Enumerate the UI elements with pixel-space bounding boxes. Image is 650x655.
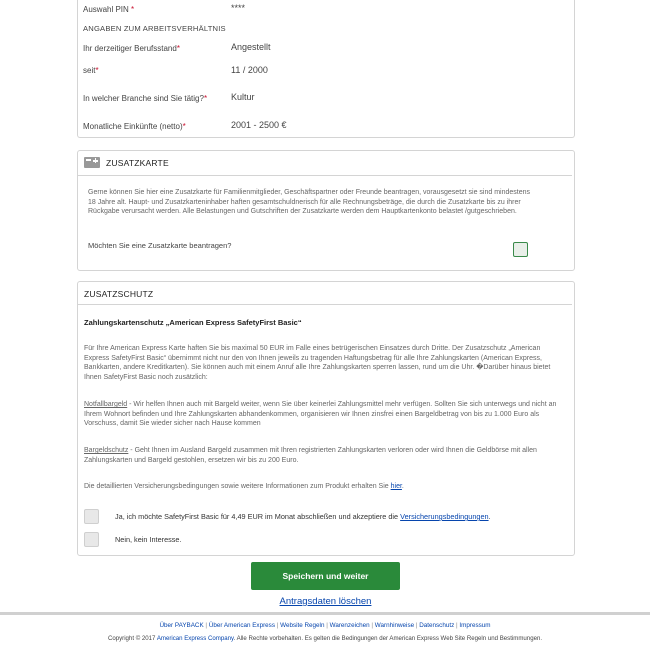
since-value[interactable]: 11 / 2000 <box>231 65 268 75</box>
employment-panel <box>77 0 575 138</box>
footer-amex-link[interactable]: American Express Company <box>156 635 234 642</box>
safetyfirst-yes-label: Ja, ich möchte SafetyFirst Basic für 4,49 EUR im Monat abschließen und akzeptiere die Versicherungsbedingungen. <box>115 512 491 521</box>
safetyfirst-no-label: Nein, kein Interesse. <box>115 535 182 544</box>
zusatzkarte-title: ZUSATZKARTE <box>106 158 169 168</box>
footer-link-trademarks[interactable]: Warenzeichen <box>329 622 370 629</box>
income-value[interactable]: 2001 - 2500 € <box>231 120 287 130</box>
footer-divider <box>0 612 650 615</box>
notfallbargeld-term: Notfallbargeld <box>84 401 128 408</box>
pin-label: Auswahl PIN * <box>83 5 135 14</box>
zusatzkarte-question: Möchten Sie eine Zusatzkarte beantragen? <box>88 241 232 250</box>
bargeldschutz-term: Bargeldschutz <box>84 447 129 454</box>
footer-link-payback[interactable]: Über PAYBACK <box>159 622 204 629</box>
safetyfirst-yes-checkbox[interactable] <box>84 509 99 524</box>
footer-link-rules[interactable]: Website Regeln <box>280 622 325 629</box>
footer-links: Über PAYBACK | Über American Express | Website Regeln | Warenzeichen | Warnhinweise | Datenschutz | Impressum <box>159 622 491 629</box>
income-label: Monatliche Einkünfte (netto)* <box>83 122 186 131</box>
notfallbargeld-paragraph: Notfallbargeld - Wir helfen Ihnen auch mit Bargeld weiter, wenn Sie über keinerlei Zahlungsmittel mehr verfügen. Sollten Sie sich unterwegs und nicht an Ihrem Wohnort befinden und Ihre Zahlungskarten abhandenkommen, organisieren wir Ihnen zinsfrei einen Bargeldbetrag von bis zu 1.000 Euro als Vorschuss, damit Sie wieder sicher nach Hause kommen <box>84 401 557 428</box>
zusatzschutz-title: ZUSATZSCHUTZ <box>84 289 154 299</box>
status-label: Ihr derzeitiger Berufsstand* <box>83 44 180 53</box>
footer-link-amex[interactable]: Über American Express <box>208 622 275 629</box>
zusatzschutz-subtitle: Zahlungskartenschutz „American Express SafetyFirst Basic“ <box>84 318 302 327</box>
pin-value: **** <box>231 3 246 13</box>
conditions-paragraph: Die detaillierten Versicherungsbedingungen sowie weitere Informationen zum Produkt erhalten Sie hier. <box>84 483 404 490</box>
since-label: seit* <box>83 66 99 75</box>
safetyfirst-no-checkbox[interactable] <box>84 532 99 547</box>
status-value[interactable]: Angestellt <box>231 42 271 52</box>
employment-section-title: ANGABEN ZUM ARBEITSVERHÄLTNIS <box>83 24 226 33</box>
zusatzschutz-header-line <box>78 304 572 305</box>
footer-link-imprint[interactable]: Impressum <box>459 622 491 629</box>
zusatzschutz-intro: Für Ihre American Express Karte haften Sie bis maximal 50 EUR im Falle eines betrügerischen Einsatzes durch Dritte. Der Zusatzschutz „American Express SafetyFirst Basic“ übernimmt nicht nur den von Ihnen jeweils zu tragenden Haftungsbetrag für alle Ihre Zahlungskarten (American Express, Bankkarten, andere Kreditkarten). Sie können auch mit einem Anruf alle Ihre Zahlungskarten sperren lassen, rund um die Uhr. �Darüber hinaus bietet Ihnen SafetyFirst Basic noch zusätzlich: <box>84 345 551 381</box>
footer-link-privacy[interactable]: Datenschutz <box>419 622 455 629</box>
footer-copyright: Copyright © 2017 American Express Company. Alle Rechte vorbehalten. Es gelten die Bedingungen der American Express Web Site Regeln und Bestimmungen. <box>107 635 543 642</box>
save-continue-button[interactable]: Speichern und weiter <box>251 562 400 590</box>
insurance-terms-link[interactable]: Versicherungsbedingungen <box>400 512 489 521</box>
industry-value[interactable]: Kultur <box>231 92 255 102</box>
conditions-link[interactable]: hier <box>390 483 402 490</box>
industry-label: In welcher Branche sind Sie tätig?* <box>83 94 208 103</box>
add-card-icon <box>84 157 100 168</box>
footer-link-warnings[interactable]: Warnhinweise <box>374 622 415 629</box>
delete-application-link[interactable]: Antragsdaten löschen <box>279 596 372 607</box>
bargeldschutz-paragraph: Bargeldschutz - Geht Ihnen im Ausland Bargeld zusammen mit Ihren registrierten Zahlungskarten verloren oder wird Ihnen die Geldbörse mit allen Zahlungskarten und Bargeld gestohlen, ersetzen wir bis zu 200 Euro. <box>84 447 537 464</box>
zusatzkarte-checkbox[interactable] <box>513 242 528 257</box>
zusatzkarte-description: Gerne können Sie hier eine Zusatzkarte für Familienmitglieder, Geschäftspartner oder Freunde beantragen, vorausgesetzt sie sind mindestens 18 Jahre alt. Haupt- und Zusatzkarteninhaber haften gesamtschuldnerisch für alle Rechnungsbeträge, die durch die Zusatzkarte bis zu ihrer Rückgabe verursacht werden. Alle Belastungen und Gutschriften der Zusatzkarte werden dem Hauptkartenkonto belastet /gutgeschrieben. <box>88 189 531 216</box>
